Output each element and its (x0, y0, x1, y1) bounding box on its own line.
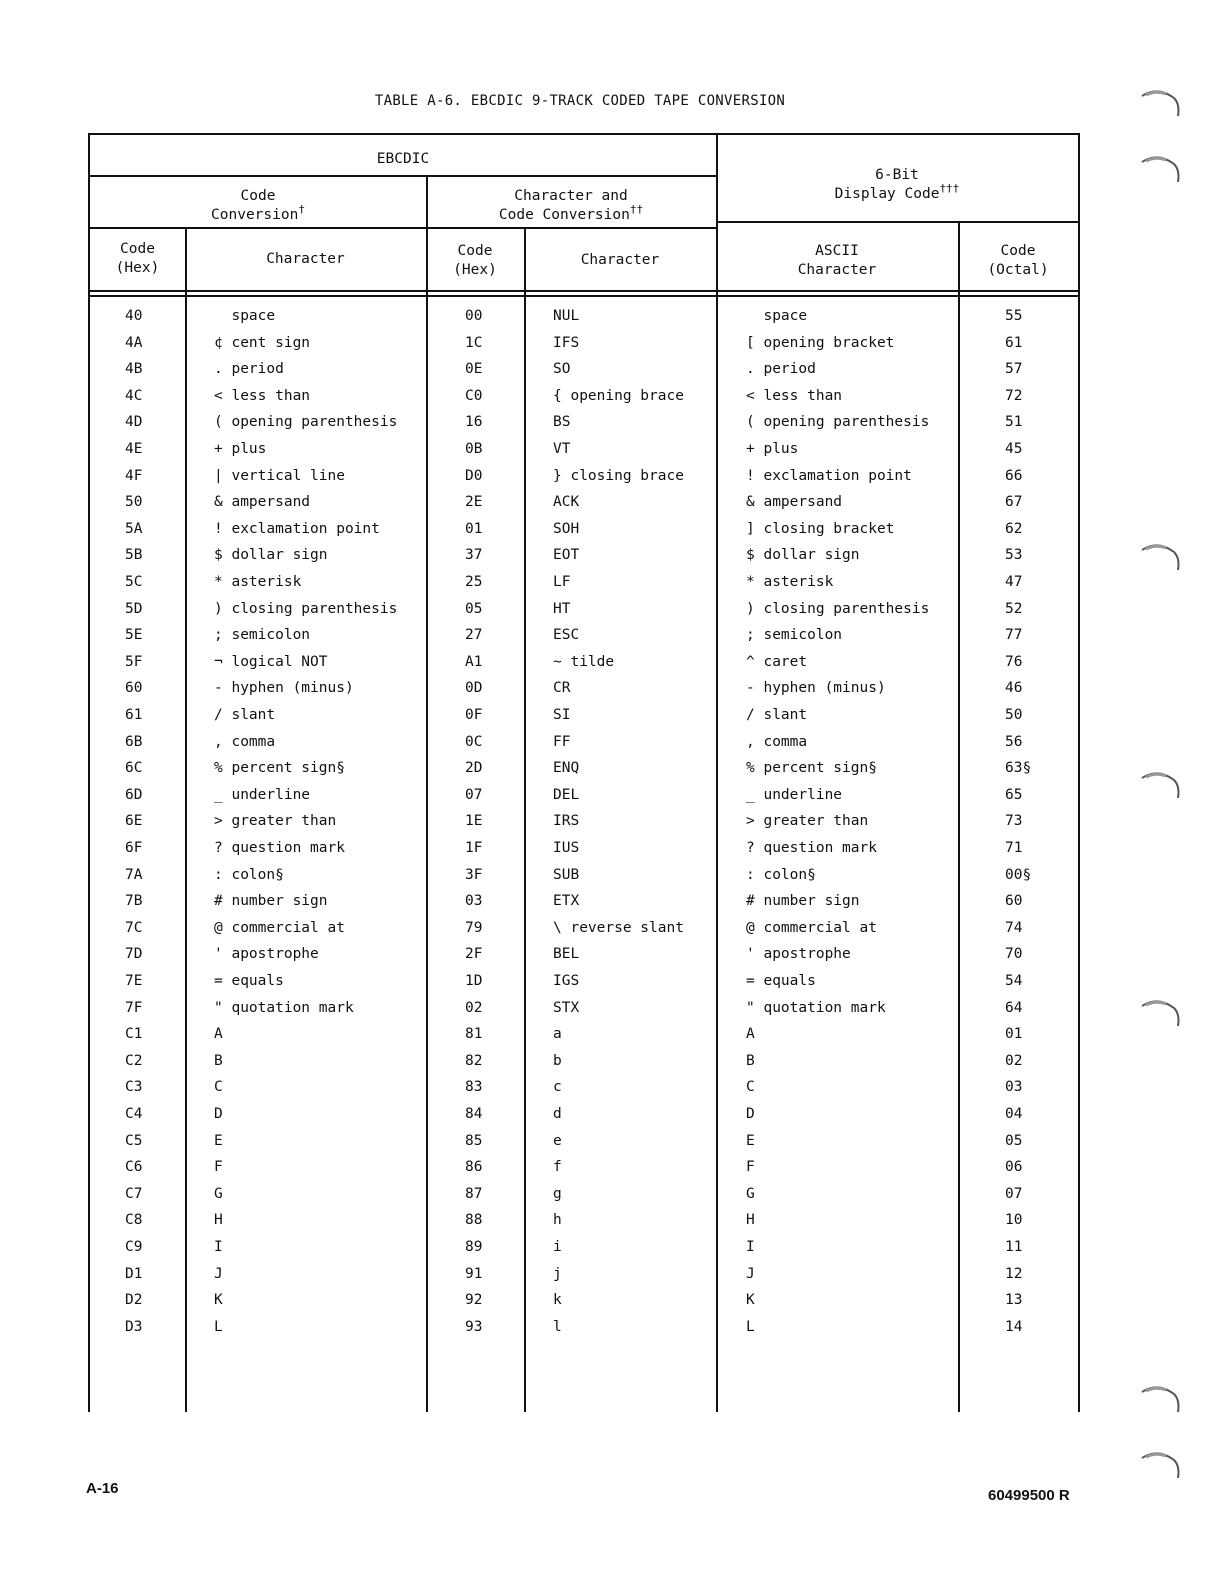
ascii-character-cell: ] closing bracket (746, 520, 895, 537)
character-2-cell: NUL (553, 308, 580, 324)
character-2-cell: SO (553, 361, 571, 378)
ascii-character-cell: / slant (746, 707, 808, 723)
character-2-cell: e (553, 1132, 562, 1149)
table-row (90, 627, 1078, 653)
code-octal-cell: 52 (1005, 600, 1023, 617)
ascii-character-cell: " quotation mark (746, 999, 886, 1016)
ascii-character-cell: $ dollar sign (746, 547, 860, 564)
code-hex-2-cell: D0 (465, 467, 483, 484)
ascii-character-cell: J (746, 1265, 755, 1282)
character-cell: . period (214, 361, 284, 378)
character-2-cell: \ reverse slant (553, 919, 684, 936)
character-2-cell: a (553, 1026, 562, 1043)
header-divider-sixbit (716, 221, 1078, 223)
code-hex-2-cell: 02 (465, 999, 483, 1016)
binder-hole-mark-icon (1140, 1448, 1184, 1484)
ascii-character-cell: > greater than (746, 813, 869, 830)
ascii-character-cell: ' apostrophe (746, 946, 851, 963)
binder-hole-mark-icon (1140, 996, 1184, 1032)
ascii-character-cell: ) closing parenthesis (746, 600, 930, 617)
table-row (90, 867, 1078, 893)
character-cell: * asterisk (214, 574, 302, 590)
character-cell: B (214, 1052, 223, 1069)
character-cell: $ dollar sign (214, 547, 328, 564)
code-octal-cell: 54 (1005, 973, 1023, 989)
character-2-cell: ETX (553, 893, 580, 910)
table-row (90, 1319, 1078, 1345)
code-hex-cell: D1 (125, 1265, 143, 1282)
code-hex-cell: C5 (125, 1132, 143, 1149)
code-hex-2-cell: 05 (465, 600, 483, 617)
ascii-character-cell: H (746, 1212, 755, 1229)
code-hex-cell: 7E (125, 973, 143, 989)
table-row (90, 1026, 1078, 1052)
character-cell: ! exclamation point (214, 520, 380, 537)
table-row (90, 1159, 1078, 1185)
code-octal-cell: 72 (1005, 387, 1023, 404)
table-row (90, 920, 1078, 946)
character-cell: < less than (214, 387, 311, 404)
document-number: 60499500 R (988, 1487, 1070, 1504)
ascii-character-cell: * asterisk (746, 574, 834, 590)
ascii-character-cell: G (746, 1185, 755, 1202)
table-row (90, 494, 1078, 520)
character-2-cell: SI (553, 707, 571, 723)
code-hex-cell: D2 (125, 1292, 143, 1309)
character-2-cell: HT (553, 600, 571, 617)
code-hex-2-cell: 07 (465, 786, 483, 803)
character-cell: H (214, 1212, 223, 1229)
character-2-cell: BEL (553, 946, 580, 963)
character-2-cell: c (553, 1079, 562, 1096)
code-hex-2-cell: 16 (465, 414, 483, 431)
code-octal-cell: 13 (1005, 1292, 1023, 1309)
code-octal-cell: 66 (1005, 467, 1023, 484)
ascii-character-cell: @ commercial at (746, 919, 877, 936)
ascii-character-cell: + plus (746, 441, 799, 457)
ascii-character-cell: = equals (746, 973, 816, 989)
table-row (90, 1106, 1078, 1132)
binder-hole-mark-icon (1140, 540, 1184, 576)
code-hex-cell: 7A (125, 866, 143, 883)
ascii-character-cell: E (746, 1132, 755, 1149)
table-row (90, 601, 1078, 627)
character-cell: % percent sign§ (214, 760, 345, 777)
character-cell: - hyphen (minus) (214, 680, 354, 697)
conversion-table (88, 133, 1080, 1412)
code-hex-2-cell: C0 (465, 387, 483, 404)
character-cell: _ underline (214, 786, 311, 803)
character-cell: > greater than (214, 813, 337, 830)
character-cell: D (214, 1106, 223, 1122)
character-cell: ' apostrophe (214, 946, 319, 963)
code-octal-cell: 06 (1005, 1159, 1023, 1176)
code-hex-cell: 4D (125, 414, 143, 431)
code-hex-cell: 7D (125, 946, 143, 963)
character-2-cell: IUS (553, 840, 580, 856)
ascii-character-cell: - hyphen (minus) (746, 680, 886, 697)
character-cell: = equals (214, 973, 284, 989)
header-bottom-rule-2 (90, 295, 1078, 297)
code-hex-2-cell: 03 (465, 893, 483, 910)
code-hex-cell: C8 (125, 1212, 143, 1229)
header-divider-subgroups (90, 227, 716, 229)
character-2-cell: IRS (553, 813, 580, 830)
code-hex-cell: D3 (125, 1318, 143, 1335)
code-hex-2-cell: 0B (465, 441, 483, 457)
character-2-cell: l (553, 1318, 562, 1335)
code-octal-cell: 56 (1005, 733, 1023, 750)
binder-hole-mark-icon (1140, 152, 1184, 188)
code-hex-cell: 6E (125, 813, 143, 830)
table-row (90, 1186, 1078, 1212)
code-octal-cell: 62 (1005, 520, 1023, 537)
code-octal-cell: 65 (1005, 786, 1023, 803)
code-octal-cell: 73 (1005, 813, 1023, 830)
character-cell: " quotation mark (214, 999, 354, 1016)
ascii-character-cell: A (746, 1026, 755, 1043)
code-hex-2-cell: 00 (465, 308, 483, 324)
ascii-character-cell: L (746, 1318, 755, 1335)
character-2-cell: IFS (553, 334, 580, 351)
code-octal-cell: 76 (1005, 653, 1023, 670)
character-2-cell: STX (553, 999, 580, 1016)
character-2-cell: h (553, 1212, 562, 1229)
code-octal-cell: 61 (1005, 334, 1023, 351)
table-row (90, 1133, 1078, 1159)
header-code-conversion: Code Conversion† (211, 188, 305, 223)
ascii-character-cell: B (746, 1052, 755, 1069)
ascii-character-cell: [ opening bracket (746, 334, 895, 351)
table-row (90, 1079, 1078, 1105)
code-hex-2-cell: 79 (465, 919, 483, 936)
binder-hole-mark-icon (1140, 768, 1184, 804)
table-row (90, 840, 1078, 866)
code-octal-cell: 10 (1005, 1212, 1023, 1229)
code-octal-cell: 11 (1005, 1239, 1023, 1255)
table-row (90, 521, 1078, 547)
ascii-character-cell: & ampersand (746, 494, 843, 511)
code-hex-2-cell: 89 (465, 1239, 483, 1255)
code-hex-2-cell: 85 (465, 1132, 483, 1149)
code-hex-2-cell: 87 (465, 1185, 483, 1202)
character-cell: , comma (214, 733, 276, 750)
ascii-character-cell: ^ caret (746, 653, 808, 670)
code-hex-2-cell: 92 (465, 1292, 483, 1309)
character-2-cell: { opening brace (553, 387, 684, 404)
code-hex-2-cell: A1 (465, 653, 483, 670)
character-cell: + plus (214, 441, 267, 457)
character-cell: C (214, 1079, 223, 1096)
header-sixbit-display-code: 6-Bit Display Code††† (834, 167, 960, 202)
code-hex-2-cell: 81 (465, 1026, 483, 1043)
code-hex-2-cell: 1E (465, 813, 483, 830)
code-hex-cell: 7B (125, 893, 143, 910)
code-hex-cell: C7 (125, 1185, 143, 1202)
table-row (90, 946, 1078, 972)
table-row (90, 388, 1078, 414)
code-hex-cell: 6D (125, 786, 143, 803)
table-row (90, 468, 1078, 494)
table-row (90, 414, 1078, 440)
character-2-cell: FF (553, 733, 571, 750)
code-octal-cell: 01 (1005, 1026, 1023, 1043)
character-cell: F (214, 1159, 223, 1176)
character-2-cell: d (553, 1106, 562, 1122)
code-hex-cell: 4A (125, 334, 143, 351)
code-hex-cell: 5F (125, 653, 143, 670)
code-hex-2-cell: 88 (465, 1212, 483, 1229)
code-hex-cell: 4E (125, 441, 143, 457)
ascii-character-cell: % percent sign§ (746, 760, 877, 777)
character-cell: A (214, 1026, 223, 1043)
code-hex-cell: 6C (125, 760, 143, 777)
code-hex-2-cell: 2D (465, 760, 483, 777)
code-hex-cell: 7F (125, 999, 143, 1016)
code-hex-cell: 4C (125, 387, 143, 404)
ascii-character-cell: ; semicolon (746, 627, 843, 644)
character-2-cell: g (553, 1185, 562, 1202)
code-hex-cell: 6B (125, 733, 143, 750)
ascii-character-cell: : colon§ (746, 866, 816, 883)
binder-hole-mark-icon (1140, 1382, 1184, 1418)
table-row (90, 893, 1078, 919)
code-octal-cell: 57 (1005, 361, 1023, 378)
character-cell: # number sign (214, 893, 328, 910)
character-cell: ) closing parenthesis (214, 600, 398, 617)
code-octal-cell: 53 (1005, 547, 1023, 564)
ascii-character-cell: ! exclamation point (746, 467, 912, 484)
code-hex-cell: C6 (125, 1159, 143, 1176)
code-octal-cell: 67 (1005, 494, 1023, 511)
code-octal-cell: 47 (1005, 574, 1023, 590)
table-row (90, 787, 1078, 813)
ascii-character-cell: F (746, 1159, 755, 1176)
code-hex-2-cell: 83 (465, 1079, 483, 1096)
code-octal-cell: 05 (1005, 1132, 1023, 1149)
code-hex-cell: C3 (125, 1079, 143, 1096)
code-octal-cell: 64 (1005, 999, 1023, 1016)
character-2-cell: IGS (553, 973, 580, 989)
character-cell: @ commercial at (214, 919, 345, 936)
ascii-character-cell: ? question mark (746, 840, 877, 856)
code-hex-2-cell: 0F (465, 707, 483, 723)
code-hex-cell: 50 (125, 494, 143, 511)
code-hex-cell: C1 (125, 1026, 143, 1043)
code-hex-cell: 5D (125, 600, 143, 617)
character-cell: ; semicolon (214, 627, 311, 644)
code-hex-cell: C9 (125, 1239, 143, 1255)
code-hex-2-cell: 25 (465, 574, 483, 590)
header-character-and-code-conversion: Character and Code Conversion†† (498, 188, 644, 223)
header-ascii-character: ASCII Character (797, 243, 877, 278)
code-hex-2-cell: 91 (465, 1265, 483, 1282)
character-2-cell: EOT (553, 547, 580, 564)
character-2-cell: DEL (553, 786, 580, 803)
character-2-cell: b (553, 1052, 562, 1069)
table-row (90, 973, 1078, 999)
code-hex-2-cell: 3F (465, 866, 483, 883)
character-cell: ¢ cent sign (214, 334, 311, 351)
character-2-cell: VT (553, 441, 571, 457)
table-row (90, 1266, 1078, 1292)
character-2-cell: i (553, 1239, 562, 1255)
character-2-cell: ACK (553, 494, 580, 511)
code-hex-cell: 4F (125, 467, 143, 484)
character-2-cell: ESC (553, 627, 580, 644)
character-2-cell: k (553, 1292, 562, 1309)
ascii-character-cell: C (746, 1079, 755, 1096)
code-octal-cell: 07 (1005, 1185, 1023, 1202)
code-octal-cell: 70 (1005, 946, 1023, 963)
ascii-character-cell: D (746, 1106, 755, 1122)
code-hex-2-cell: 84 (465, 1106, 483, 1122)
character-2-cell: ENQ (553, 760, 580, 777)
code-octal-cell: 14 (1005, 1318, 1023, 1335)
code-hex-cell: 60 (125, 680, 143, 697)
code-hex-2-cell: 82 (465, 1052, 483, 1069)
code-hex-2-cell: 37 (465, 547, 483, 564)
character-cell: I (214, 1239, 223, 1255)
code-hex-2-cell: 0E (465, 361, 483, 378)
code-octal-cell: 63§ (1005, 760, 1032, 777)
character-cell: : colon§ (214, 866, 284, 883)
code-hex-2-cell: 27 (465, 627, 483, 644)
character-2-cell: j (553, 1265, 562, 1282)
header-code-hex-2: Code (Hex) (453, 243, 497, 278)
code-hex-cell: C2 (125, 1052, 143, 1069)
table-row (90, 1292, 1078, 1318)
table-row (90, 335, 1078, 361)
character-cell: J (214, 1265, 223, 1282)
code-octal-cell: 03 (1005, 1079, 1023, 1096)
header-code-octal: Code (Octal) (987, 243, 1049, 278)
header-ebcdic: EBCDIC (376, 151, 430, 167)
header-code-hex: Code (Hex) (115, 241, 160, 276)
character-cell: space (214, 308, 276, 324)
table-row (90, 734, 1078, 760)
character-2-cell: f (553, 1159, 562, 1176)
code-hex-cell: 4B (125, 361, 143, 378)
code-octal-cell: 50 (1005, 707, 1023, 723)
table-row (90, 680, 1078, 706)
code-octal-cell: 46 (1005, 680, 1023, 697)
code-hex-2-cell: 86 (465, 1159, 483, 1176)
ascii-character-cell: K (746, 1292, 755, 1309)
table-row (90, 1212, 1078, 1238)
code-octal-cell: 00§ (1005, 866, 1032, 883)
table-row (90, 361, 1078, 387)
ascii-character-cell: I (746, 1239, 755, 1255)
code-hex-2-cell: 0C (465, 733, 483, 750)
code-octal-cell: 04 (1005, 1106, 1023, 1122)
character-cell: ( opening parenthesis (214, 414, 398, 431)
binder-hole-mark-icon (1140, 86, 1184, 122)
code-octal-cell: 55 (1005, 308, 1023, 324)
character-cell: E (214, 1132, 223, 1149)
code-hex-cell: 5B (125, 547, 143, 564)
code-hex-cell: C4 (125, 1106, 143, 1122)
table-row (90, 760, 1078, 786)
character-cell: | vertical line (214, 467, 345, 484)
table-row (90, 654, 1078, 680)
table-row (90, 441, 1078, 467)
table-row (90, 574, 1078, 600)
code-hex-cell: 5A (125, 520, 143, 537)
character-cell: ? question mark (214, 840, 345, 856)
ascii-character-cell: space (746, 308, 808, 324)
character-2-cell: CR (553, 680, 571, 697)
code-hex-2-cell: 93 (465, 1318, 483, 1335)
character-cell: L (214, 1318, 223, 1335)
header-divider-ebcdic (90, 175, 716, 177)
code-octal-cell: 77 (1005, 627, 1023, 644)
character-2-cell: SUB (553, 866, 580, 883)
character-cell: ¬ logical NOT (214, 653, 328, 670)
ascii-character-cell: , comma (746, 733, 808, 750)
code-hex-cell: 7C (125, 919, 143, 936)
code-octal-cell: 60 (1005, 893, 1023, 910)
character-2-cell: LF (553, 574, 571, 590)
character-2-cell: BS (553, 414, 571, 431)
header-character-2: Character (580, 252, 660, 268)
table-row (90, 1239, 1078, 1265)
code-octal-cell: 74 (1005, 919, 1023, 936)
code-hex-2-cell: 2E (465, 494, 483, 511)
code-hex-2-cell: 1D (465, 973, 483, 989)
character-2-cell: ~ tilde (553, 653, 615, 670)
page-title: TABLE A-6. EBCDIC 9-TRACK CODED TAPE CONVERSION (374, 93, 786, 109)
code-hex-2-cell: 1C (465, 334, 483, 351)
code-octal-cell: 51 (1005, 414, 1023, 431)
ascii-character-cell: ( opening parenthesis (746, 414, 930, 431)
code-hex-cell: 5E (125, 627, 143, 644)
code-hex-cell: 5C (125, 574, 143, 590)
character-cell: & ampersand (214, 494, 311, 511)
code-hex-cell: 40 (125, 308, 143, 324)
code-octal-cell: 12 (1005, 1265, 1023, 1282)
code-hex-cell: 61 (125, 707, 143, 723)
code-hex-2-cell: 01 (465, 520, 483, 537)
character-2-cell: SOH (553, 520, 580, 537)
table-row (90, 813, 1078, 839)
ascii-character-cell: < less than (746, 387, 843, 404)
character-cell: K (214, 1292, 223, 1309)
header-character: Character (266, 251, 345, 267)
table-row (90, 547, 1078, 573)
code-hex-2-cell: 1F (465, 840, 483, 856)
code-hex-2-cell: 0D (465, 680, 483, 697)
table-row (90, 707, 1078, 733)
table-row (90, 1000, 1078, 1026)
code-hex-2-cell: 2F (465, 946, 483, 963)
character-cell: G (214, 1185, 223, 1202)
code-octal-cell: 71 (1005, 840, 1023, 856)
code-octal-cell: 45 (1005, 441, 1023, 457)
page-number: A-16 (86, 1480, 119, 1497)
header-bottom-rule-1 (90, 290, 1078, 292)
ascii-character-cell: _ underline (746, 786, 843, 803)
code-octal-cell: 02 (1005, 1052, 1023, 1069)
code-hex-cell: 6F (125, 840, 143, 856)
character-cell: / slant (214, 707, 276, 723)
ascii-character-cell: . period (746, 361, 816, 378)
ascii-character-cell: # number sign (746, 893, 860, 910)
table-row (90, 308, 1078, 334)
table-row (90, 1053, 1078, 1079)
character-2-cell: } closing brace (553, 467, 684, 484)
